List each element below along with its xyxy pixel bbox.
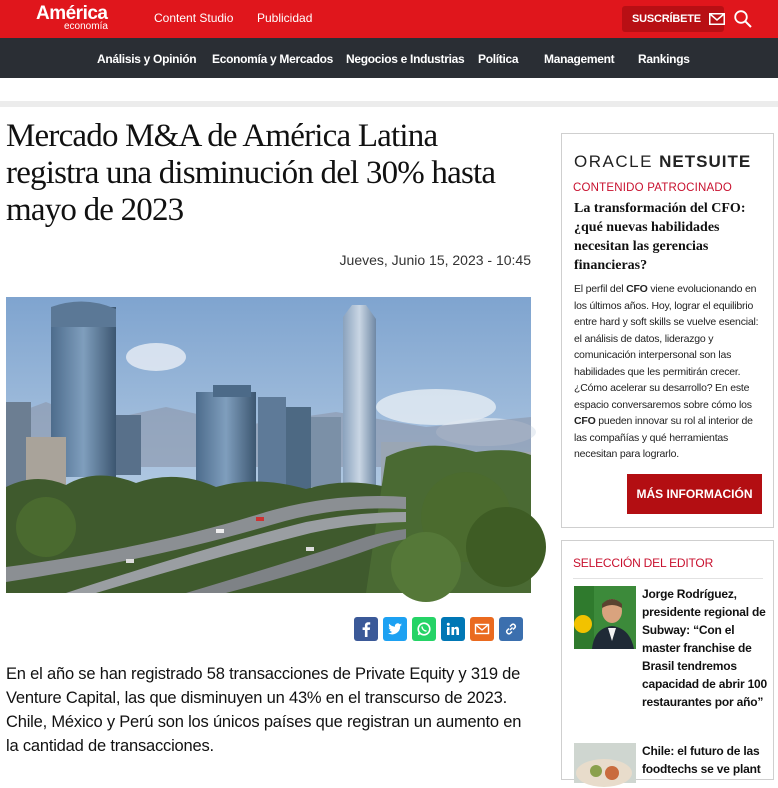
content-studio-link[interactable]: Content Studio	[154, 11, 234, 25]
more-info-button[interactable]: MÁS INFORMACIÓN	[627, 474, 762, 514]
editor-pick-headline[interactable]: Jorge Rodríguez, presidente regional de Subway: “Con el master franchise de Brasil tendremos capacidad de abrir 100 restaurantes por año”	[642, 587, 767, 709]
link-icon[interactable]	[499, 617, 523, 641]
facebook-icon[interactable]	[354, 617, 378, 641]
pick-thumbnail-food[interactable]	[574, 743, 636, 783]
nav-item-negocios[interactable]: Negocios e Industrias	[346, 52, 465, 66]
nav-item-rankings[interactable]: Rankings	[638, 52, 690, 66]
site-logo[interactable]	[36, 4, 108, 32]
editor-pick-headline-2[interactable]: Chile: el futuro de las foodtechs se ve plant	[642, 744, 761, 776]
sponsored-body-cfo-2: CFO	[574, 415, 596, 427]
subscribe-button[interactable]	[622, 6, 724, 32]
sponsored-title[interactable]: La transformación del CFO: ¿qué nuevas habilidades necesitan las gerencias financieras?	[574, 201, 746, 273]
sponsored-body	[574, 281, 768, 463]
sponsored-kicker: CONTENIDO PATROCINADO	[573, 182, 733, 194]
section-divider	[0, 101, 778, 107]
sponsored-body-part-2: viene evolucionando en los últimos años. Hoy, lograr el equilibrio entre hard y soft skills se vuelve esencial: el análisis de datos, liderazgo y comunicación interpersonal son las habilidades que les permitirán crecer. ¿Cómo acelerar su desarrollo? En este espacio conversaremos sobre cómo los	[574, 283, 759, 411]
editor-selection	[561, 540, 774, 780]
hero-image-santiago-skyline	[6, 297, 531, 593]
whatsapp-icon[interactable]	[412, 617, 436, 641]
article-date: Jueves, Junio 15, 2023 - 10:45	[339, 252, 531, 268]
email-icon[interactable]	[470, 617, 494, 641]
share-bar	[354, 617, 523, 641]
twitter-icon[interactable]	[383, 617, 407, 641]
nav-item-economia[interactable]: Economía y Mercados	[212, 52, 334, 66]
envelope-icon	[709, 13, 725, 25]
logo-sub-text: economía	[64, 21, 108, 32]
logo-main-text: América	[36, 3, 108, 24]
article-lead: En el año se han registrado 58 transacciones de Private Equity y 319 de Venture Capital, las que disminuyen un 43% en el transcurso de 2023. Chile, México y Perú son los únicos países que registran un aumento en la cantidad de transacciones.	[6, 665, 522, 755]
main-nav	[0, 38, 778, 78]
pick-thumbnail-portrait[interactable]	[574, 586, 636, 649]
sponsored-body-part-3: pueden innovar su rol al interior de las compañías y qué herramientas necesitan para lograrlo.	[574, 415, 753, 460]
sponsored-body-part-1: El perfil del	[574, 283, 627, 295]
publicidad-link[interactable]: Publicidad	[257, 11, 313, 25]
nav-item-politica[interactable]: Política	[478, 52, 519, 66]
nav-item-management[interactable]: Management	[544, 52, 615, 66]
sponsor-logo-right: NETSUITE	[659, 152, 752, 171]
sponsored-body-cfo-1: CFO	[626, 283, 648, 295]
article-headline: Mercado M&A de América Latina registra una disminución del 30% hasta mayo de 2023	[6, 118, 496, 228]
subscribe-label: SUSCRÍBETE	[632, 13, 701, 25]
nav-item-analisis[interactable]: Análisis y Opinión	[97, 52, 197, 66]
search-icon[interactable]	[733, 9, 753, 29]
sponsored-content-card	[561, 133, 774, 528]
editor-divider	[573, 578, 763, 579]
oracle-netsuite-logo[interactable]	[574, 152, 751, 172]
top-bar	[0, 0, 778, 38]
editor-selection-title: SELECCIÓN DEL EDITOR	[573, 556, 714, 570]
sponsor-logo-left: ORACLE	[574, 152, 653, 171]
linkedin-icon[interactable]	[441, 617, 465, 641]
